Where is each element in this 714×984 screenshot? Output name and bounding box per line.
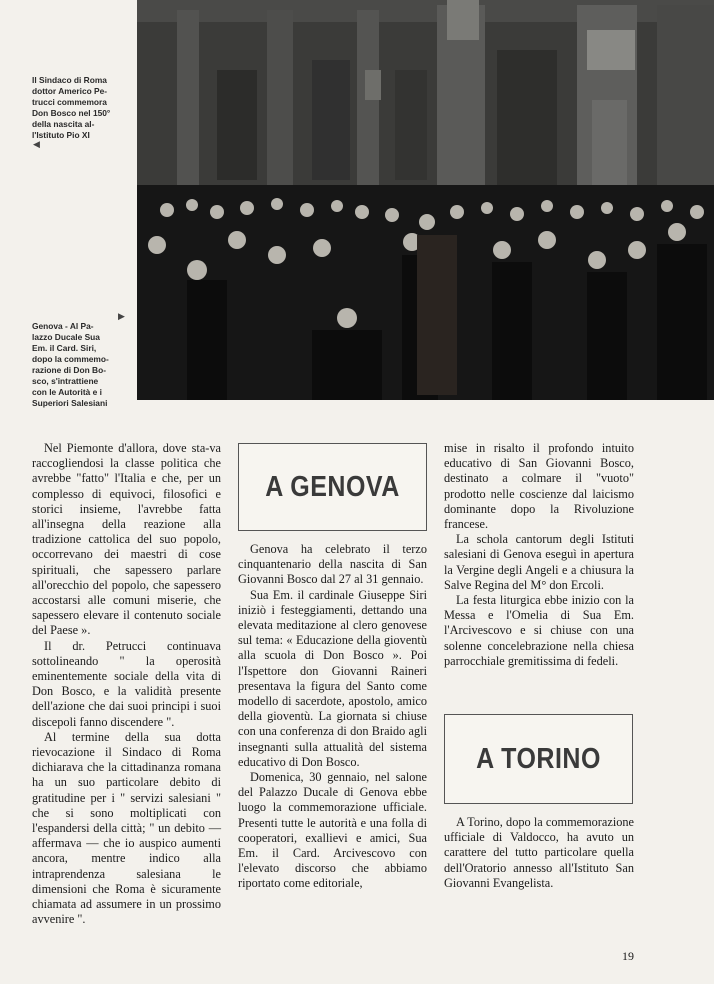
paragraph: Domenica, 30 gennaio, nel salone del Palazzo Ducale di Genova ebbe luogo la commemorazione ufficiale. Presenti tutte le autorità e una folla di cooperatori, exallievi e amici, Sua Em. il Card. Arcivescovo con l'elevato discorso che abbiamo riportato come editoriale,: [238, 770, 427, 891]
paragraph: Genova ha celebrato il terzo cinquantenario della nascita di San Giovanni Bosco dal 27 al 31 gennaio.: [238, 542, 427, 587]
arrow-left-icon: ◀: [33, 140, 40, 150]
paragraph: La festa liturgica ebbe inizio con la Messa e l'Omelia di Sua Em. l'Arcivescovo e si chiuse con una solenne concelebrazione nella chiesa parrocchiale gremitissima di fedeli.: [444, 593, 634, 668]
heading-genova: A GENOVA: [265, 470, 400, 503]
paragraph: mise in risalto il profondo intuito educativo di San Giovanni Bosco, destinato a colmare il "vuoto" prodotto nelle coscienze dal laicismo dominante dopo la Rivoluzione francese.: [444, 441, 634, 532]
photo-caption-bottom: Genova - Al Pa- lazzo Ducale Sua Em. il Card. Siri, dopo la commemo- razione di Don Bo- sco, s'intrattiene con le Autorità e i Superiori Salesiani: [32, 321, 109, 408]
genova-photo: [137, 0, 714, 400]
paragraph: Nel Piemonte d'allora, dove sta-va raccogliendosi la classe politica che avrebbe "fatto" l'Italia e che, per un complesso di equivoci, filosofici e storici insieme, l'avrebbe fatta all'insegna della reazione alla tradizione cattolica del suo popolo, occorrevano dei maestri di cose spirituali, che sapessero parlare all'orecchio del popolo, che sapessero accostarsi alle comuni miserie, che sapessero elevare il contenuto sociale del Paese ».: [32, 441, 221, 638]
column-right: [444, 441, 634, 669]
paragraph: A Torino, dopo la commemorazione ufficiale di Valdocco, ha avuto un carattere del tutto particolare quella dell'Oratorio annesso all'Istituto San Giovanni Evangelista.: [444, 815, 634, 890]
paragraph: Sua Em. il cardinale Giuseppe Siri iniziò i festeggiamenti, dettando una elevata meditazione al clero genovese sul tema: « Educazione della gioventù alla scuola di Don Bosco ». Poi l'Ispettore don Giovanni Raineri presentava la figura del Santo come modello di sacerdote, apostolo, amico della gioventù. La giornata si chiuse con una conferenza di don Braido agli insegnanti sulla attualità del sistema educativo di Don Bosco.: [238, 587, 427, 769]
column-left: [32, 441, 221, 928]
section-heading-genova: [238, 443, 427, 531]
photo-caption-top: Il Sindaco di Roma dottor Americo Pe- trucci commemora Don Bosco nel 150° della nascita al- l'Istituto Pio XI: [32, 75, 111, 140]
paragraph: Al termine della sua dotta rievocazione il Sindaco di Roma dichiarava che la cittadinanza romana ha un suo particolare debito di gratitudine per i " servizi salesiani " che si sono moltiplicati con l'espandersi della città; " un debito — affermava — che io auspico aumenti ancora, mentre indico alla intraprendenza salesiana le dimensioni che Roma è sicuramente chiamata ad assumere in un prossimo avvenire ".: [32, 729, 221, 927]
paragraph: La schola cantorum degli Istituti salesiani di Genova eseguì in apertura la Vergine degli Angeli e a chiusura la Salve Regina del M° don Ercoli.: [444, 532, 634, 592]
column-torino: [444, 815, 634, 891]
page-number: 19: [622, 949, 634, 963]
section-heading-torino: [444, 714, 633, 804]
arrow-right-icon: ▶: [118, 312, 125, 322]
paragraph: Il dr. Petrucci continuava sottolineando " la operosità eminentemente sociale della vita di Don Bosco, e la validità presente dell'azione che dai suoi principi i suoi discepoli fanno discendere ".: [32, 638, 221, 729]
heading-torino: A TORINO: [476, 742, 601, 775]
column-middle: [238, 542, 427, 892]
photo-illustration: [137, 0, 714, 400]
